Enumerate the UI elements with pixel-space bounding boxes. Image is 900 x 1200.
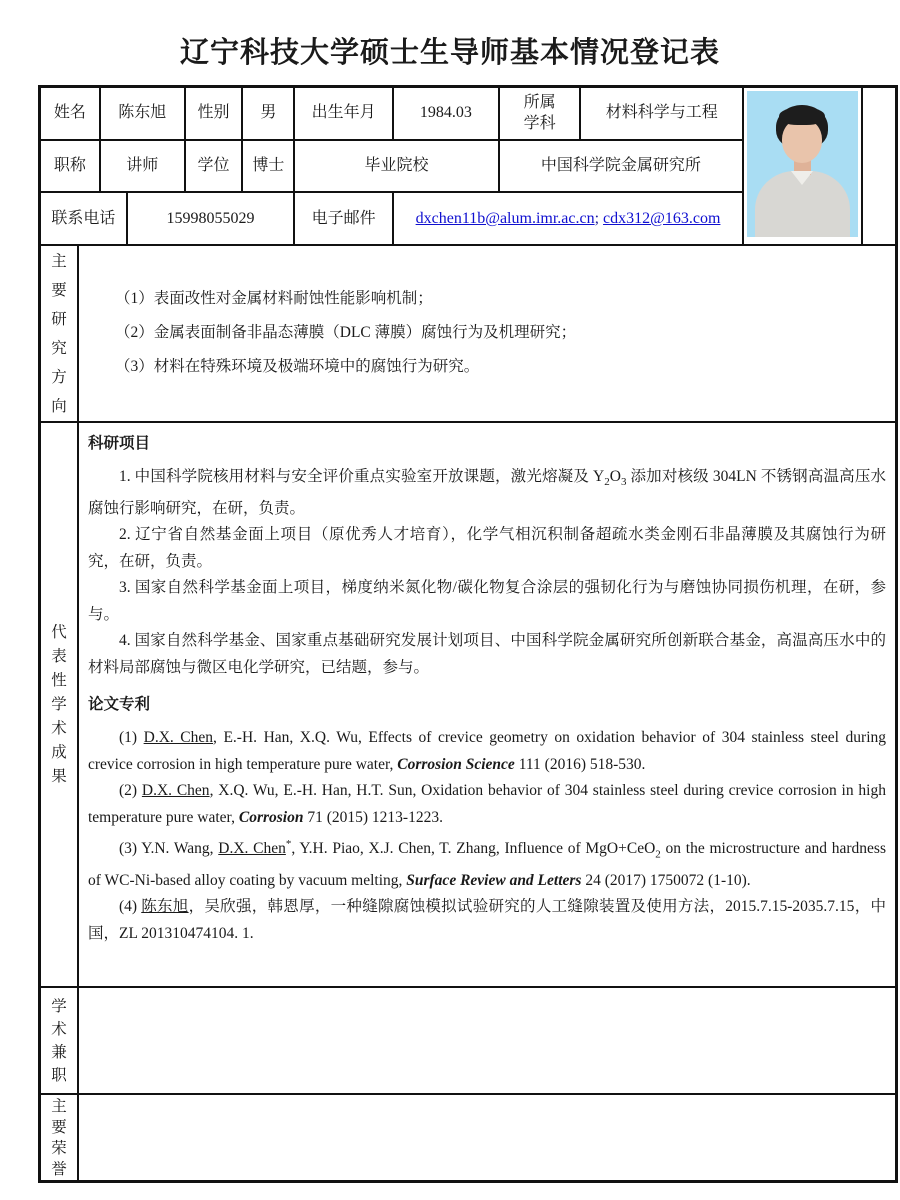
honors-row — [41, 1095, 895, 1180]
paper-item: (1) D.X. Chen, E.-H. Han, X.Q. Wu, Effects of crevice geometry on oxidation behavior of 304 stainless steel during crevice corrosion in high temperature pure water, Corrosion Science 111 (2016) 518-530. — [88, 729, 887, 773]
project-item: 4. 国家自然科学基金、国家重点基础研究发展计划项目、中国科学院金属研究所创新联合基金，高温高压水中的材料局部腐蚀与微区电化学研究，已结题，参与。 — [88, 632, 886, 676]
photo-bangs — [779, 107, 825, 125]
achievements-label: 代表性学术成果 — [51, 623, 67, 785]
form-title: 辽宁科技大学硕士生导师基本情况登记表 — [179, 37, 720, 69]
birth-label: 出生年月 — [295, 88, 394, 139]
discipline-label — [500, 88, 582, 139]
degree-value: 博士 — [243, 141, 295, 192]
honors-label-col — [41, 1095, 79, 1180]
id-photo — [747, 91, 858, 237]
paper-item: (2) D.X. Chen, X.Q. Wu, E.-H. Han, H.T. Sun, Oxidation behavior of 304 stainless steel during crevice corrosion in high temperature pure water, Corrosion 71 (2015) 1213-1223. — [88, 782, 886, 826]
email-value — [394, 193, 742, 244]
papers-heading: 论文专利 — [88, 696, 151, 714]
academic-posts-row — [41, 988, 895, 1095]
project-item: 3. 国家自然科学基金面上项目，梯度纳米氮化物/碳化物复合涂层的强韧化行为与磨蚀协同损伤机理，在研，参与。 — [88, 579, 886, 623]
project-item: 2. 辽宁省自然基金面上项目（原优秀人才培育），化学气相沉积制备超疏水类金刚石非晶薄膜及其腐蚀行为研究，在研，负责。 — [88, 526, 886, 570]
header-section — [41, 88, 895, 246]
academic-posts-label-col — [41, 988, 79, 1093]
degree-label: 学位 — [186, 141, 244, 192]
research-directions-label: 主要研究方向 — [51, 252, 67, 415]
header-row-1 — [41, 88, 742, 141]
papers-list — [88, 725, 886, 947]
phone-label: 联系电话 — [41, 193, 128, 244]
header-grid — [41, 88, 744, 244]
paper-item: (4) 陈东旭，吴欣强，韩恩厚，一种缝隙腐蚀模拟试验研究的人工缝隙装置及使用方法，2015.7.15-2035.7.15，中国，ZL 201310474104. 1. — [88, 898, 886, 942]
research-directions-row — [41, 246, 895, 423]
gender-value: 男 — [243, 88, 295, 139]
projects-heading: 科研项目 — [88, 435, 151, 452]
phone-value: 15998055029 — [128, 193, 296, 244]
academic-posts-label: 学术兼职 — [51, 997, 67, 1084]
header-row-3 — [41, 193, 742, 244]
photo-face — [782, 119, 822, 163]
project-item: 1. 中国科学院核用材料与安全评价重点实验室开放课题，激光熔凝及 $Y_2O_3$ 添加对核级 304LN 不锈钢高温高压水腐蚀行影响研究，在研，负责。 — [88, 468, 886, 517]
academic-posts-content — [79, 988, 895, 1093]
research-directions-label-col — [41, 246, 79, 421]
photo-right-strip — [863, 88, 895, 244]
research-direction-item: （3）材料在特殊环境及极端环境中的腐蚀行为研究。 — [115, 358, 480, 375]
photo-cell — [744, 88, 895, 244]
school-label: 毕业院校 — [295, 141, 499, 192]
post-value: 讲师 — [101, 141, 186, 192]
email-separator: ; — [594, 209, 604, 227]
discipline-label-text: 所属学科 — [523, 94, 556, 133]
research-direction-item: （2）金属表面制备非晶态薄膜（DLC 薄膜）腐蚀行为及机理研究； — [115, 324, 577, 341]
gender-label: 性别 — [186, 88, 244, 139]
paper-item: (3) Y.N. Wang, D.X. Chen*, Y.H. Piao, X.J. Chen, T. Zhang, Influence of MgO+CeO$_2$ on the microstructure and hardness of WC-Ni-based alloy coating by vacuum melting, Surface Review and Letters 24 (2017) 1750072 (1-10). — [88, 838, 886, 889]
honors-label: 主要荣誉 — [51, 1097, 67, 1178]
achievements-row — [41, 423, 895, 988]
achievements-content — [79, 423, 895, 986]
email-label: 电子邮件 — [295, 193, 394, 244]
email-link-1[interactable]: dxchen11b@alum.imr.ac.cn — [415, 209, 595, 227]
discipline-value: 材料科学与工程 — [605, 104, 718, 122]
name-label: 姓名 — [41, 88, 101, 139]
photo-area — [744, 88, 861, 244]
honors-content — [79, 1095, 895, 1180]
research-directions-list — [79, 246, 895, 421]
registration-table — [38, 85, 898, 1183]
birth-value: 1984.03 — [394, 88, 500, 139]
name-value: 陈东旭 — [101, 88, 186, 139]
school-value: 中国科学院金属研究所 — [540, 157, 701, 174]
header-row-2 — [41, 141, 742, 194]
research-direction-item: （1）表面改性对金属材料耐蚀性能影响机制； — [115, 290, 433, 307]
post-label: 职称 — [41, 141, 101, 192]
email-link-2[interactable]: cdx312@163.com — [603, 209, 721, 227]
projects-list — [88, 464, 886, 681]
achievements-label-col — [41, 423, 79, 986]
